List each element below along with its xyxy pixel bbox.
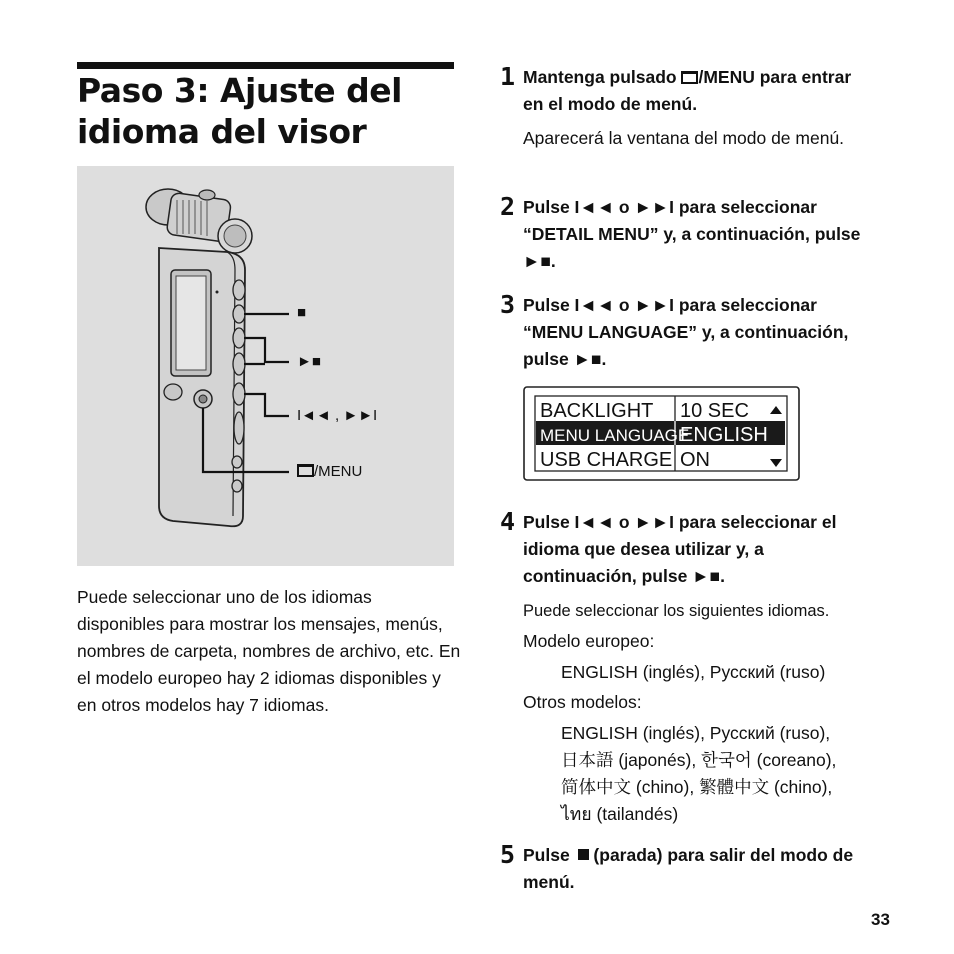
lcd-row-2-left: MENU LANGUAGE bbox=[540, 426, 690, 445]
european-model-languages: ENGLISH (inglés), Русский (ruso) bbox=[561, 662, 826, 682]
device-illustration bbox=[77, 166, 454, 566]
page-title bbox=[77, 70, 457, 152]
lcd-row-3-left: USB CHARGE bbox=[540, 449, 673, 471]
step-1-text-a: Mantenga pulsado bbox=[523, 67, 682, 87]
step-1-text bbox=[523, 64, 868, 118]
step-5-text bbox=[523, 842, 868, 896]
step-1-text-b: /MENU para entrar en el modo de menú. bbox=[523, 67, 852, 114]
menu-button-label bbox=[297, 463, 362, 481]
other-models-languages-4: ไทย (tailandés) bbox=[561, 804, 679, 824]
intro-paragraph: Puede seleccionar uno de los idiomas disponibles para mostrar los mensajes, menús, nombres de carpeta, nombres de archivo, etc. En el modelo europeo hay 2 idiomas disponibles y en otros modelos hay 7 idiomas. bbox=[77, 587, 461, 715]
title-rule bbox=[77, 62, 454, 69]
lcd-menu-screen bbox=[523, 386, 800, 481]
step-1-number: 1 bbox=[500, 62, 516, 91]
title-line-2: idioma del visor bbox=[77, 112, 367, 151]
step-5-text-a: Pulse bbox=[523, 845, 575, 865]
folder-icon bbox=[297, 464, 314, 477]
other-models-label: Otros modelos: bbox=[523, 692, 642, 712]
prev-next-button-label: I◄◄ , ►►I bbox=[297, 407, 378, 424]
stop-button-label: ■ bbox=[297, 304, 307, 321]
step-5-text-b: (parada) para salir del modo de menú. bbox=[523, 845, 854, 892]
play-stop-button-label: ►■ bbox=[297, 353, 321, 370]
step-5-number: 5 bbox=[500, 840, 516, 869]
step-4-number: 4 bbox=[500, 507, 516, 536]
european-model-label: Modelo europeo: bbox=[523, 631, 655, 651]
step-1-note: Aparecerá la ventana del modo de menú. bbox=[523, 128, 845, 148]
other-models-languages-3: 简体中文 (chino), 繁體中文 (chino), bbox=[561, 777, 833, 797]
step-3-number: 3 bbox=[500, 290, 516, 319]
other-models-languages-2: 日本語 (japonés), 한국어 (coreano), bbox=[561, 750, 837, 770]
folder-icon bbox=[681, 71, 698, 84]
step-2-text: Pulse I◄◄ o ►►I para seleccionar “DETAIL MENU” y, a continuación, pulse ►■. bbox=[523, 197, 861, 271]
lcd-row-1-right: 10 SEC bbox=[680, 400, 749, 422]
step-4-note: Puede seleccionar los siguientes idiomas. bbox=[523, 602, 830, 620]
menu-label-text: /MENU bbox=[314, 463, 363, 480]
page-number: 33 bbox=[871, 910, 890, 929]
voice-recorder-drawing bbox=[77, 166, 454, 566]
title-line-1: Paso 3: Ajuste del bbox=[77, 71, 402, 110]
other-models-languages-1: ENGLISH (inglés), Русский (ruso), bbox=[561, 723, 831, 743]
lcd-row-2-right: ENGLISH bbox=[680, 424, 768, 446]
step-2-number: 2 bbox=[500, 192, 516, 221]
step-3-text: Pulse I◄◄ o ►►I para seleccionar “MENU LANGUAGE” y, a continuación, pulse ►■. bbox=[523, 295, 849, 369]
lcd-row-3-right: ON bbox=[680, 449, 710, 471]
step-4-text: Pulse I◄◄ o ►►I para seleccionar el idioma que desea utilizar y, a continuación, pulse ►■. bbox=[523, 512, 837, 586]
lcd-row-1-left: BACKLIGHT bbox=[540, 400, 654, 422]
stop-icon bbox=[578, 849, 589, 860]
